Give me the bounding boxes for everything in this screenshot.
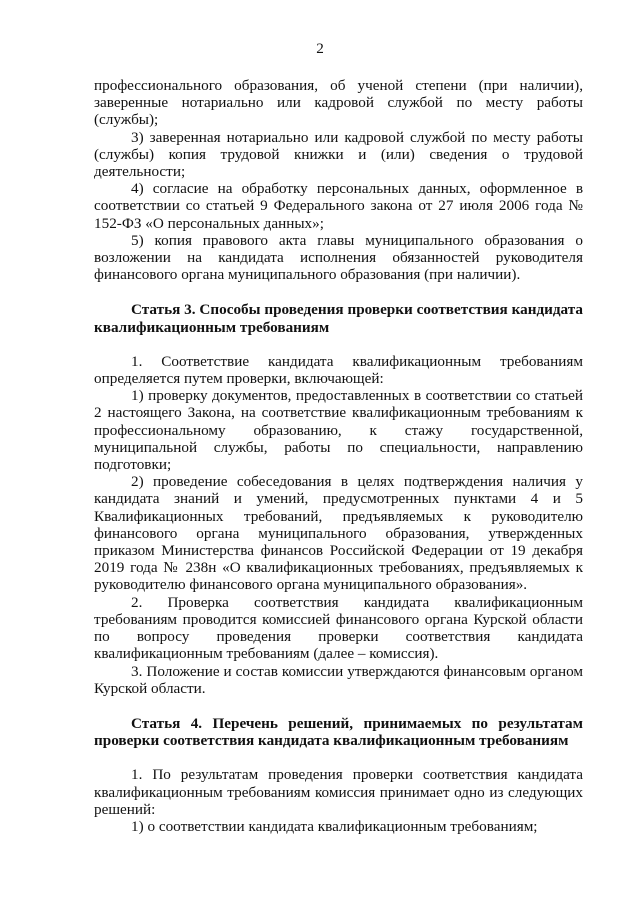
article-3-paragraph: 1. Соответствие кандидата квалификационным требованиям определяется путем проверки, включающей:: [94, 352, 583, 388]
spacer: [94, 336, 583, 353]
article-4-paragraph: 1. По результатам проведения проверки соответствия кандидата квалификационным требованиям комиссия принимает одно из следующих решений:: [94, 766, 583, 818]
article-4-heading: Статья 4. Перечень решений, принимаемых по результатам проверки соответствия кандидата квалификационным требованиям: [94, 714, 583, 750]
article-3-paragraph: 2) проведение собеседования в целях подтверждения наличия у кандидата знаний и умений, предусмотренных пунктами 4 и 5 Квалификационных требований, предъявляемых к руководителю финансового органа муниципального образования, утвержденных приказом Министерства финансов Российской Федерации от 19 декабря 2019 года № 238н «О квалификационных требованиях, предъявляемых к руководителю финансового органа муниципального образования».: [94, 473, 583, 594]
document-body: [94, 77, 583, 835]
article-3-paragraph: 3. Положение и состав комиссии утверждаются финансовым органом Курской области.: [94, 662, 583, 697]
paragraph-item-4: 4) согласие на обработку персональных данных, оформленное в соответствии со статьей 9 Федерального закона от 27 июля 2006 года № 152-ФЗ «О персональных данных»;: [94, 180, 583, 232]
article-3-paragraph: 1) проверку документов, предоставленных в соответствии со статьей 2 настоящего Закона, на соответствие квалификационным требованиям к профессиональному образованию, к стажу государственной, муниципальной службы, работы по специальности, направлению подготовки;: [94, 387, 583, 474]
spacer: [94, 283, 583, 301]
paragraph-item-5: 5) копия правового акта главы муниципального образования о возложении на кандидата исполнения обязанностей руководителя финансового органа муниципального образования (при наличии).: [94, 231, 583, 284]
paragraph-continuation: профессионального образования, об ученой степени (при наличии), заверенные нотариально или кадровой службой по месту работы (службы);: [94, 77, 583, 129]
article-4-paragraph: 1) о соответствии кандидата квалификационным требованиям;: [131, 817, 538, 835]
article-3-heading: Статья 3. Способы проведения проверки соответствия кандидата квалификационным требованиям: [94, 301, 583, 336]
page-number: 2: [316, 40, 324, 57]
paragraph-item-3: 3) заверенная нотариально или кадровой службой по месту работы (службы) копия трудовой книжки и (или) сведения о трудовой деятельности;: [94, 128, 583, 181]
article-3-paragraph: 2. Проверка соответствия кандидата квалификационным требованиям проводится комиссией финансового органа Курской области по вопросу проведения проверки соответствия кандидата квалификационным требованиям (далее – комиссия).: [94, 593, 583, 663]
spacer: [94, 749, 583, 766]
spacer: [94, 697, 583, 715]
